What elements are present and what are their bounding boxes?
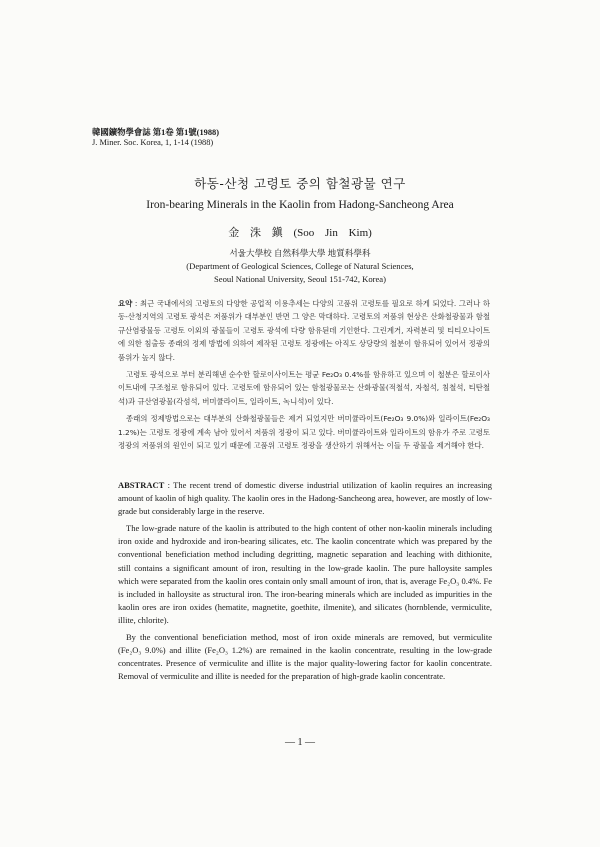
abstract-english-paragraph: ABSTRACT : The recent trend of domestic diverse industrial utilization of kaolin requires an increasing amount of kaolin of high quality. The kaolin ores in the Hadong-Sancheong area, however, are mostly of low-grade but considerably large in the reserve. xyxy=(118,480,492,517)
abstract-korean-text: 최근 국내에서의 고령토의 다양한 공업적 이용추세는 다양의 고품위 고령토를 필요로 하게 되었다. 그러나 하동-산청지역의 고령토 광석은 저품위가 대부분인 반면 그 양은 막대하다. 고령토의 저품위 현상은 산화철광물과 함철 규산염광물등 고령토 이외의 광물들이 고령토 광석에 다량 함유된데 기인한다. 그린계거, 자력분리 및 티티오나이트에 의한 침출등 종래의 정제 방법에 의하여 제작된 고령토 정광에는 아직도 상당량의 철분이 함유되어 있어서 정광의 품위가 높지 않다. xyxy=(118,299,490,362)
journal-citation-korean: 韓國鑛物學會誌 第1卷 第1號(1988) xyxy=(92,128,220,137)
abstract-korean-paragraph: 요약 : 최근 국내에서의 고령토의 다양한 공업적 이용추세는 다양의 고품위 고령토를 필요로 하게 되었다. 그러나 하동-산청지역의 고령토 광석은 저품위가 대부분인 반면 그 양은 막대하다. 고령토의 저품위 현상은 산화철광물과 함철 규산염광물등 고령토 이외의 광물들이 고령토 광석에 다량 함유된데 기인한다. 그린계거, 자력분리 및 티티오나이트에 의한 침출등 종래의 정제 방법에 의하여 제작된 고령토 정광에는 아직도 상당량의 철분이 함유되어 있어서 정광의 품위가 높지 않다. xyxy=(118,299,490,362)
abstract-english-label: ABSTRACT xyxy=(118,480,165,490)
abstract-english xyxy=(118,479,492,687)
journal-citation xyxy=(92,128,219,148)
affiliation-korean: 서울大學校 自然科學大學 地質科學科 xyxy=(229,248,371,258)
abstract-korean-paragraph: 종래의 정제방법으로는 대부분의 산화철광물들은 제거 되었지만 버미큘라이트(Fe₂O₃ 9.0%)와 일라이트(Fe₂O₃ 1.2%)는 고령토 정광에 계속 남아 있어서 저품위 정광이 되고 있다. 버미큘라이트와 일라이트의 함유가 주로 고령토 정광의 저품위의 원인이 되고 있기 때문에 고품위 고령토 정광을 생산하기 위해서는 이들 두 광물을 제거해야 한다. xyxy=(118,414,490,451)
abstract-english-paragraph: The low-grade nature of the kaolin is attributed to the high content of other non-kaolin minerals including iron oxide and hydroxide and iron-bearing silicates, etc. The kaolin concentrate which was prepared by the conventional beneficiation method including degritting, magnetic separation and leaching with dithionite, still contains a significant amount of iron, resulting in the low-grade kaolin. The pure halloysite samples which were separated from the kaolin ores contain only small amount of iron, that is, average Fe₂O₃ 0.4%. Fe is included in halloysite as structural iron. The iron-bearing minerals which are included as impurities in the kaolin ores are iron oxides (hematite, magnetite, goethite, ilmenite), and silicates (hornblende, vermiculite, illite, chlorite). xyxy=(118,523,492,625)
abstract-korean-paragraph: 고령토 광석으로 부터 분리해낸 순수한 할로이사이트는 평균 Fe₂O₃ 0.4%를 함유하고 있으며 이 철분은 할로이사이트내에 구조철로 함유되어 있다. 고령토에 함유되어 있는 함철광물로는 산화광물(적철석, 자철석, 침철석, 티탄철석)과 규산염광물(각섬석, 버미큘라이트, 일라이트, 녹니석)이 있다. xyxy=(118,370,490,406)
page-number: — 1 — xyxy=(285,737,315,748)
title-english: Iron-bearing Minerals in the Kaolin from Hadong-Sancheong Area xyxy=(146,199,454,211)
journal-citation-english: J. Miner. Soc. Korea, 1, 1-14 (1988) xyxy=(92,138,214,147)
title-korean: 하동-산청 고령토 중의 함철광물 연구 xyxy=(194,176,406,191)
affiliation-english-line2: Seoul National University, Seoul 151-742, Korea) xyxy=(213,274,386,285)
affiliation-english-line1: (Department of Geological Sciences, College of Natural Sciences, xyxy=(186,261,414,272)
author: 金 洙 鎭 (Soo Jin Kim) xyxy=(228,227,372,239)
affiliation xyxy=(0,247,600,287)
abstract-korean xyxy=(118,297,490,456)
abstract-english-text: The recent trend of domestic diverse industrial utilization of kaolin requires an increasing amount of kaolin of high quality. The kaolin ores in the Hadong-Sancheong area, however, are mostly of low-grade but considerably large in the reserve. xyxy=(118,480,492,517)
abstract-korean-label: 요약 xyxy=(118,299,133,308)
abstract-english-paragraph: By the conventional beneficiation method, most of iron oxide minerals are removed, but vermiculite (Fe₂O₃ 9.0%) and illite (Fe₂O₃ 1.2%) are remained in the kaolin concentrate, resulting in the low-grade concentrates. Presence of vermiculite and illite is the major quality-lowering factor for kaolin concentrate. Removal of vermiculite and illite is needed for the preparation of high-grade kaolin concentrate. xyxy=(118,632,492,682)
